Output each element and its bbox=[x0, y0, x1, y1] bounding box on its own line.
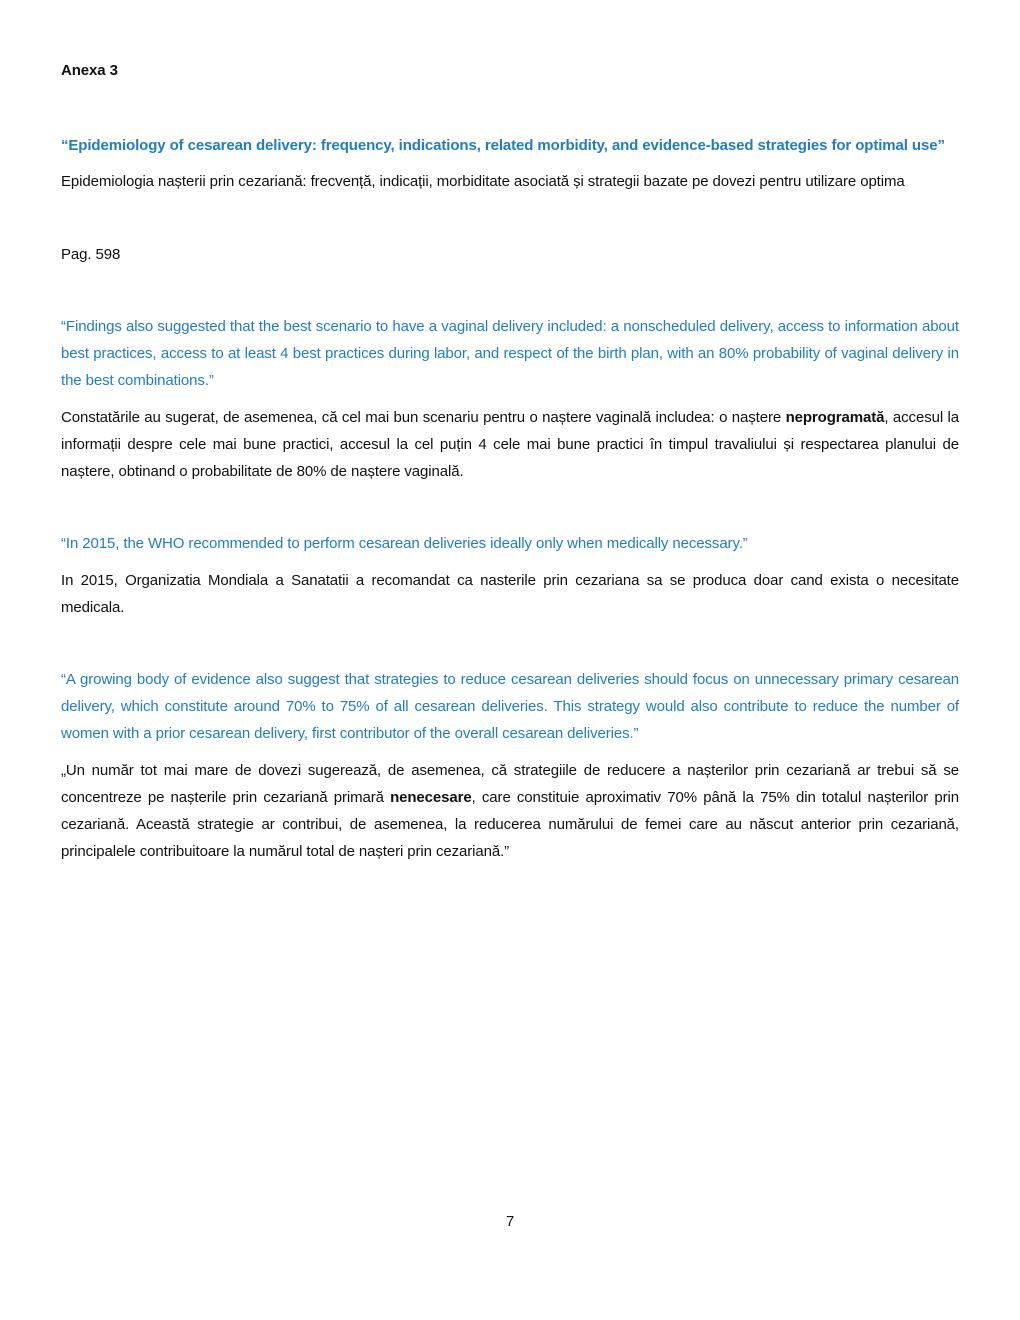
translation-text: , accesul la informații despre cele mai bune practici, accesul la cel puțin 4 cele mai bune practici în timpul travaliului și respectarea planului de naștere, obtinand o probabilitate de 80% de naștere vaginală. bbox=[61, 409, 960, 480]
translation-text: In 2015, Organizatia Mondiala a Sanatatii a recomandat ca nasterile prin cezariana sa se produca doar cand exista o necesitate medicala. bbox=[61, 572, 959, 616]
translation-text: Constatările au sugerat, de asemenea, că cel mai bun scenariu pentru o naștere vaginală includea: o naștere bbox=[61, 409, 786, 426]
quote-english: “Findings also suggested that the best scenario to have a vaginal delivery included: a nonscheduled delivery, access to information about best practices, access to at least 4 best practices during labor, and respect of the birth plan, with an 80% probability of vaginal delivery in the best combinations.” bbox=[61, 318, 959, 389]
translation-romanian bbox=[61, 757, 959, 865]
translation-romanian bbox=[61, 567, 959, 621]
translation-text: , care constituie aproximativ 70% până la 75% din totalul nașterilor prin cezariană. Această strategie ar contribui, de asemenea, la reducerea numărului de femei care au născut anterior prin cezariană, principalele contribuitoare la numărul total de nașteri prin cezariană.” bbox=[61, 789, 959, 860]
translation-bold-text: nenecesare bbox=[390, 789, 472, 806]
page-number: 7 bbox=[505, 1213, 515, 1230]
article-title-romanian: Epidemiologia nașterii prin cezariană: frecvență, indicații, morbiditate asociată și strategii bazate pe dovezi pentru utilizare optima bbox=[61, 173, 905, 190]
quote-english: “A growing body of evidence also suggest that strategies to reduce cesarean deliveries should focus on unnecessary primary cesarean delivery, which constitute around 70% to 75% of all cesarean deliveries. This strategy would also contribute to reduce the number of women with a prior cesarean delivery, first contributor of the overall cesarean deliveries.” bbox=[61, 671, 959, 742]
translation-text: „Un număr tot mai mare de dovezi sugerează, de asemenea, că strategiile de reducere a nașterilor prin cezariană ar trebui să se concentreze pe nașterile prin cezariană primară bbox=[61, 762, 959, 806]
page-reference: Pag. 598 bbox=[61, 246, 121, 263]
translation-romanian bbox=[61, 404, 959, 485]
translation-bold-text: neprogramată bbox=[785, 409, 885, 426]
annex-label: Anexa 3 bbox=[61, 62, 118, 79]
quote-english: “In 2015, the WHO recommended to perform cesarean deliveries ideally only when medically necessary.” bbox=[61, 535, 748, 552]
article-title-english: “Epidemiology of cesarean delivery: frequency, indications, related morbidity, and evidence-based strategies for optimal use” bbox=[61, 137, 945, 154]
